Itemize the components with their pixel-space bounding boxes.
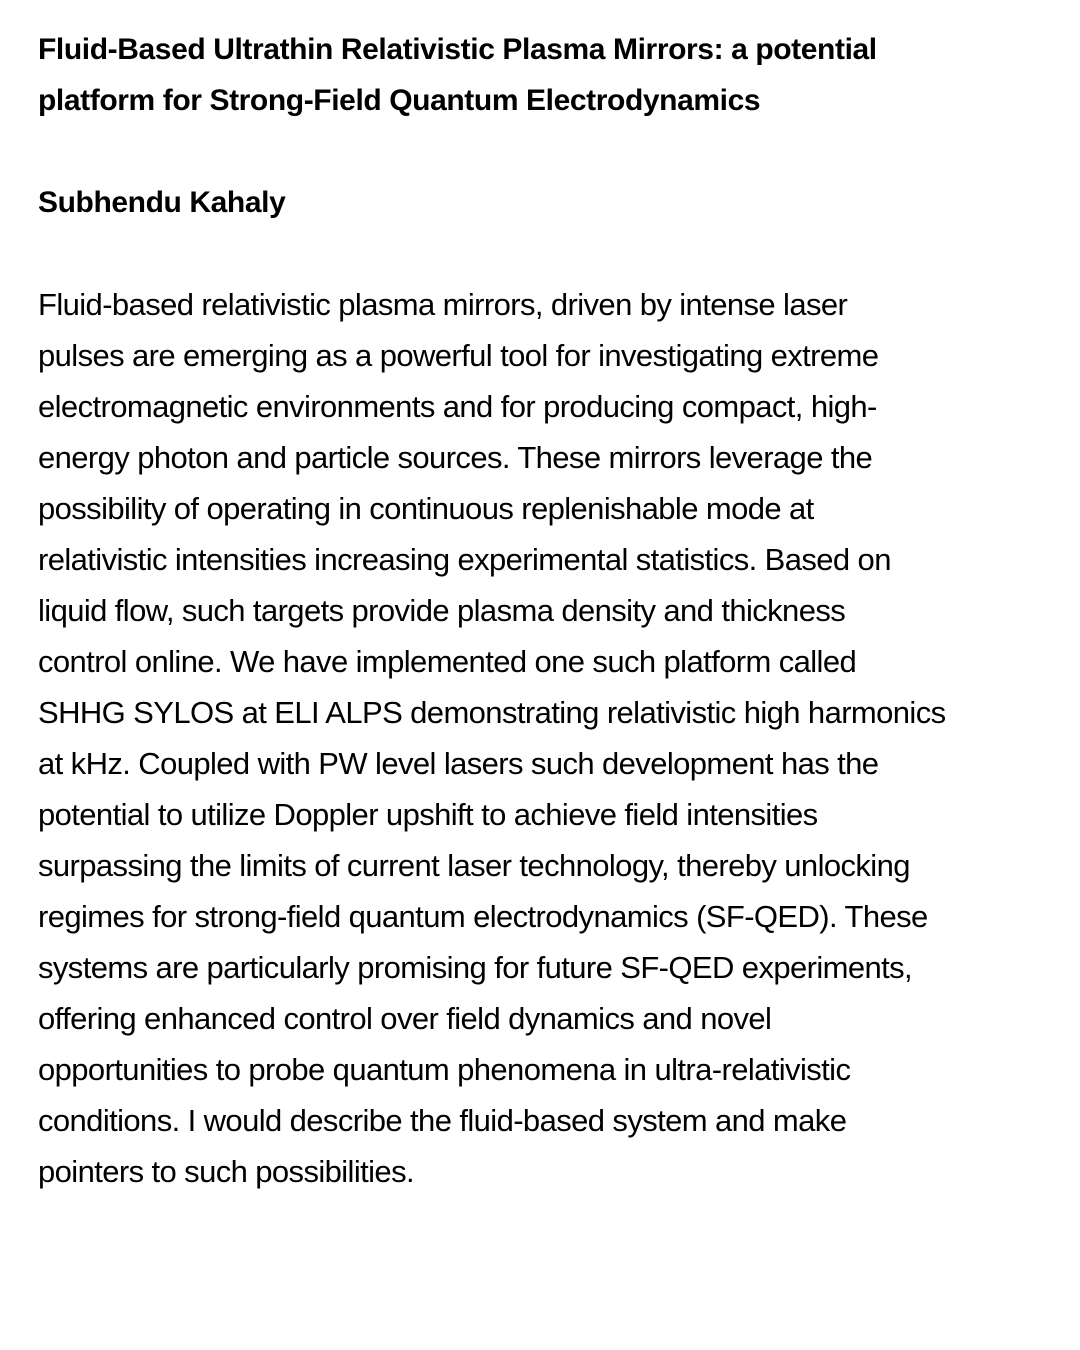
document-title [38,24,1048,126]
abstract-line: surpassing the limits of current laser technology, thereby unlocking [38,848,910,883]
author-name: Subhendu Kahaly [38,186,286,219]
abstract-line: electromagnetic environments and for producing compact, high- [38,389,877,424]
abstract-page [38,24,1048,1197]
abstract-line: relativistic intensities increasing experimental statistics. Based on [38,542,891,577]
abstract-line: potential to utilize Doppler upshift to achieve field intensities [38,797,818,832]
abstract-line: regimes for strong-field quantum electrodynamics (SF-QED). These [38,899,928,934]
title-line: platform for Strong-Field Quantum Electrodynamics [38,84,761,117]
abstract-line: pulses are emerging as a powerful tool for investigating extreme [38,338,879,373]
abstract-line: systems are particularly promising for future SF-QED experiments, [38,950,913,985]
abstract-line: offering enhanced control over field dynamics and novel [38,1001,772,1036]
abstract-line: at kHz. Coupled with PW level lasers such development has the [38,746,879,781]
abstract-line: possibility of operating in continuous replenishable mode at [38,491,814,526]
abstract-line: Fluid-based relativistic plasma mirrors, driven by intense laser [38,287,848,322]
abstract-line: conditions. I would describe the fluid-based system and make [38,1103,847,1138]
abstract-line: energy photon and particle sources. These mirrors leverage the [38,440,873,475]
abstract-line: liquid flow, such targets provide plasma density and thickness [38,593,846,628]
title-line: Fluid-Based Ultrathin Relativistic Plasma Mirrors: a potential [38,33,877,66]
abstract-line: SHHG SYLOS at ELI ALPS demonstrating relativistic high harmonics [38,695,946,730]
abstract-line: pointers to such possibilities. [38,1154,414,1189]
abstract-body [38,279,1048,1197]
abstract-line: opportunities to probe quantum phenomena in ultra-relativistic [38,1052,851,1087]
abstract-line: control online. We have implemented one such platform called [38,644,857,679]
